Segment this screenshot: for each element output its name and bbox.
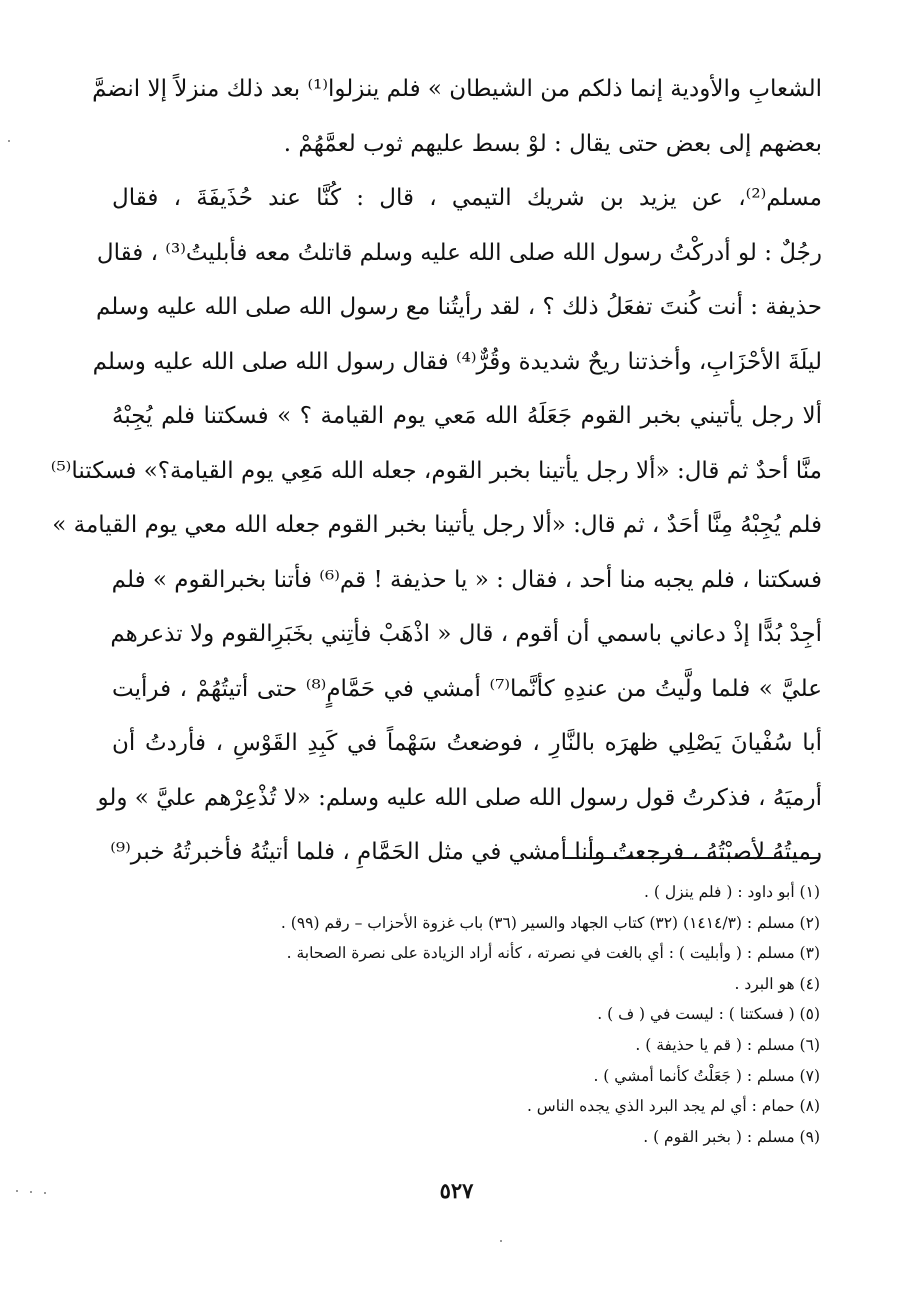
text-line-5: حذيفة : أنت كُنتَ تفعَلُ ذلك ؟ ، لقد رأيتُنا مع رسول الله صلى الله عليه وسلم	[96, 294, 822, 320]
footnote-7: (٧) مسلم : ( جَعَلْتُ كأنما أمشي ) .	[593, 1066, 820, 1085]
text-line-10: فسكتنا ، فلم يجبه منا أحد ، فقال : « يا حذيفة ! قم⁽⁶⁾ فأتنا بخبرالقوم » فلم	[111, 566, 822, 593]
text-line-6: ليلَةَ الأحْزَابِ، وأخذتنا ريحٌ شديدة وقُرٌّ⁽⁴⁾ فقال رسول الله صلى الله عليه وسلم	[92, 348, 822, 375]
main-text-block	[50, 62, 822, 880]
footnote-6: (٦) مسلم : ( قم يا حذيفة ) .	[635, 1035, 820, 1054]
footnote-5: (٥) ( فسكتنا ) : ليست في ( ف ) .	[597, 1005, 820, 1024]
footnotes-block	[112, 877, 820, 1152]
text-line-9: فلم يُجِبْهُ مِنَّا أحَدٌ ، ثم قال: «ألا رجل يأتينا بخبر القوم جعله الله معي يوم القيامة »	[52, 512, 822, 538]
text-line-3: مسلم⁽²⁾، عن يزيد بن شريك التيمي ، قال : كُنَّا عند حُذَيفَةَ ، فقال	[112, 185, 822, 211]
footnote-3: (٣) مسلم : ( وأبليت ) : أي بالغت في نصرته ، كأنه أراد الزيادة على نصرة الصحابة .	[286, 944, 820, 963]
text-line-12: عليَّ » فلما ولَّيتُ من عندِهِ كأنَّما⁽⁷⁾ أمشي في حَمَّامٍ⁽⁸⁾ حتى أتيتُهُمْ ، فرأيت	[112, 675, 822, 702]
footnote-8: (٨) حمام : أي لم يجد البرد الذي يجده الناس .	[526, 1097, 820, 1116]
text-line-13: أبا سُفْيانَ يَصْلِي ظهرَه بالنَّارِ ، فوضعتُ سَهْماً في كَبِدِ القَوْسِ ، فأردتُ أن	[112, 730, 822, 756]
scan-speck	[30, 1191, 32, 1193]
text-line-2: بعضهم إلى بعض حتى يقال : لوْ بسط عليهم ثوب لعمَّهُمْ .	[283, 130, 822, 157]
scan-speck	[44, 1192, 46, 1194]
text-line-15: رميتُهُ لأصبْتُهُ ، فرجعتُ وأنا أمشي في مثل الحَمَّامِ ، فلما أتيتُهُ فأخبرتُهُ خبر⁽⁹⁾	[110, 839, 822, 865]
text-line-11: أجِدْ بُدًّا إذْ دعاني باسمي أن أقوم ، قال « اذْهَبْ فأتِني بخَبَرِالقوم ولا تذعرهم	[110, 621, 822, 647]
footnote-2: (٢) مسلم : (١٤١٤/٣) (٣٢) كتاب الجهاد والسير (٣٦) باب غزوة الأحزاب – رقم (٩٩) .	[280, 913, 820, 932]
footnote-9: (٩) مسلم : ( بخبر القوم ) .	[643, 1127, 820, 1146]
text-line-7: ألا رجل يأتيني بخبر القوم جَعَلَهُ الله مَعي يوم القيامة ؟ » فسكتنا فلم يُجِبْهُ	[112, 403, 822, 429]
page-number: ٥٢٧	[439, 1178, 474, 1203]
scan-speck	[500, 1240, 502, 1242]
scan-speck	[8, 140, 10, 142]
footnote-4: (٤) هو البرد .	[734, 974, 820, 993]
text-line-8: منَّا أحدٌ ثم قال: «ألا رجل يأتينا بخبر القوم، جعله الله مَعِي يوم القيامة؟» فسكتنا⁽⁵⁾	[50, 457, 822, 484]
text-line-4: رجُلٌ : لو أدركْتُ رسول الله صلى الله عليه وسلم قاتلتُ معه فأبليتُ⁽³⁾ ، فقال	[96, 239, 822, 266]
footnote-1: (١) أبو داود : ( فلم ينزل ) .	[644, 883, 820, 901]
footnote-separator	[565, 857, 820, 859]
scan-speck	[16, 1190, 18, 1192]
text-line-14: أرميَهُ ، فذكرتُ قول رسول الله صلى الله عليه وسلم: «لا تُذْعِرْهم عليَّ » ولو	[97, 784, 822, 811]
text-line-1: الشعابِ والأودية إنما ذلكم من الشيطان » فلم ينزلوا⁽¹⁾ بعد ذلك منزلاً إلا انضمَّ	[92, 76, 822, 102]
